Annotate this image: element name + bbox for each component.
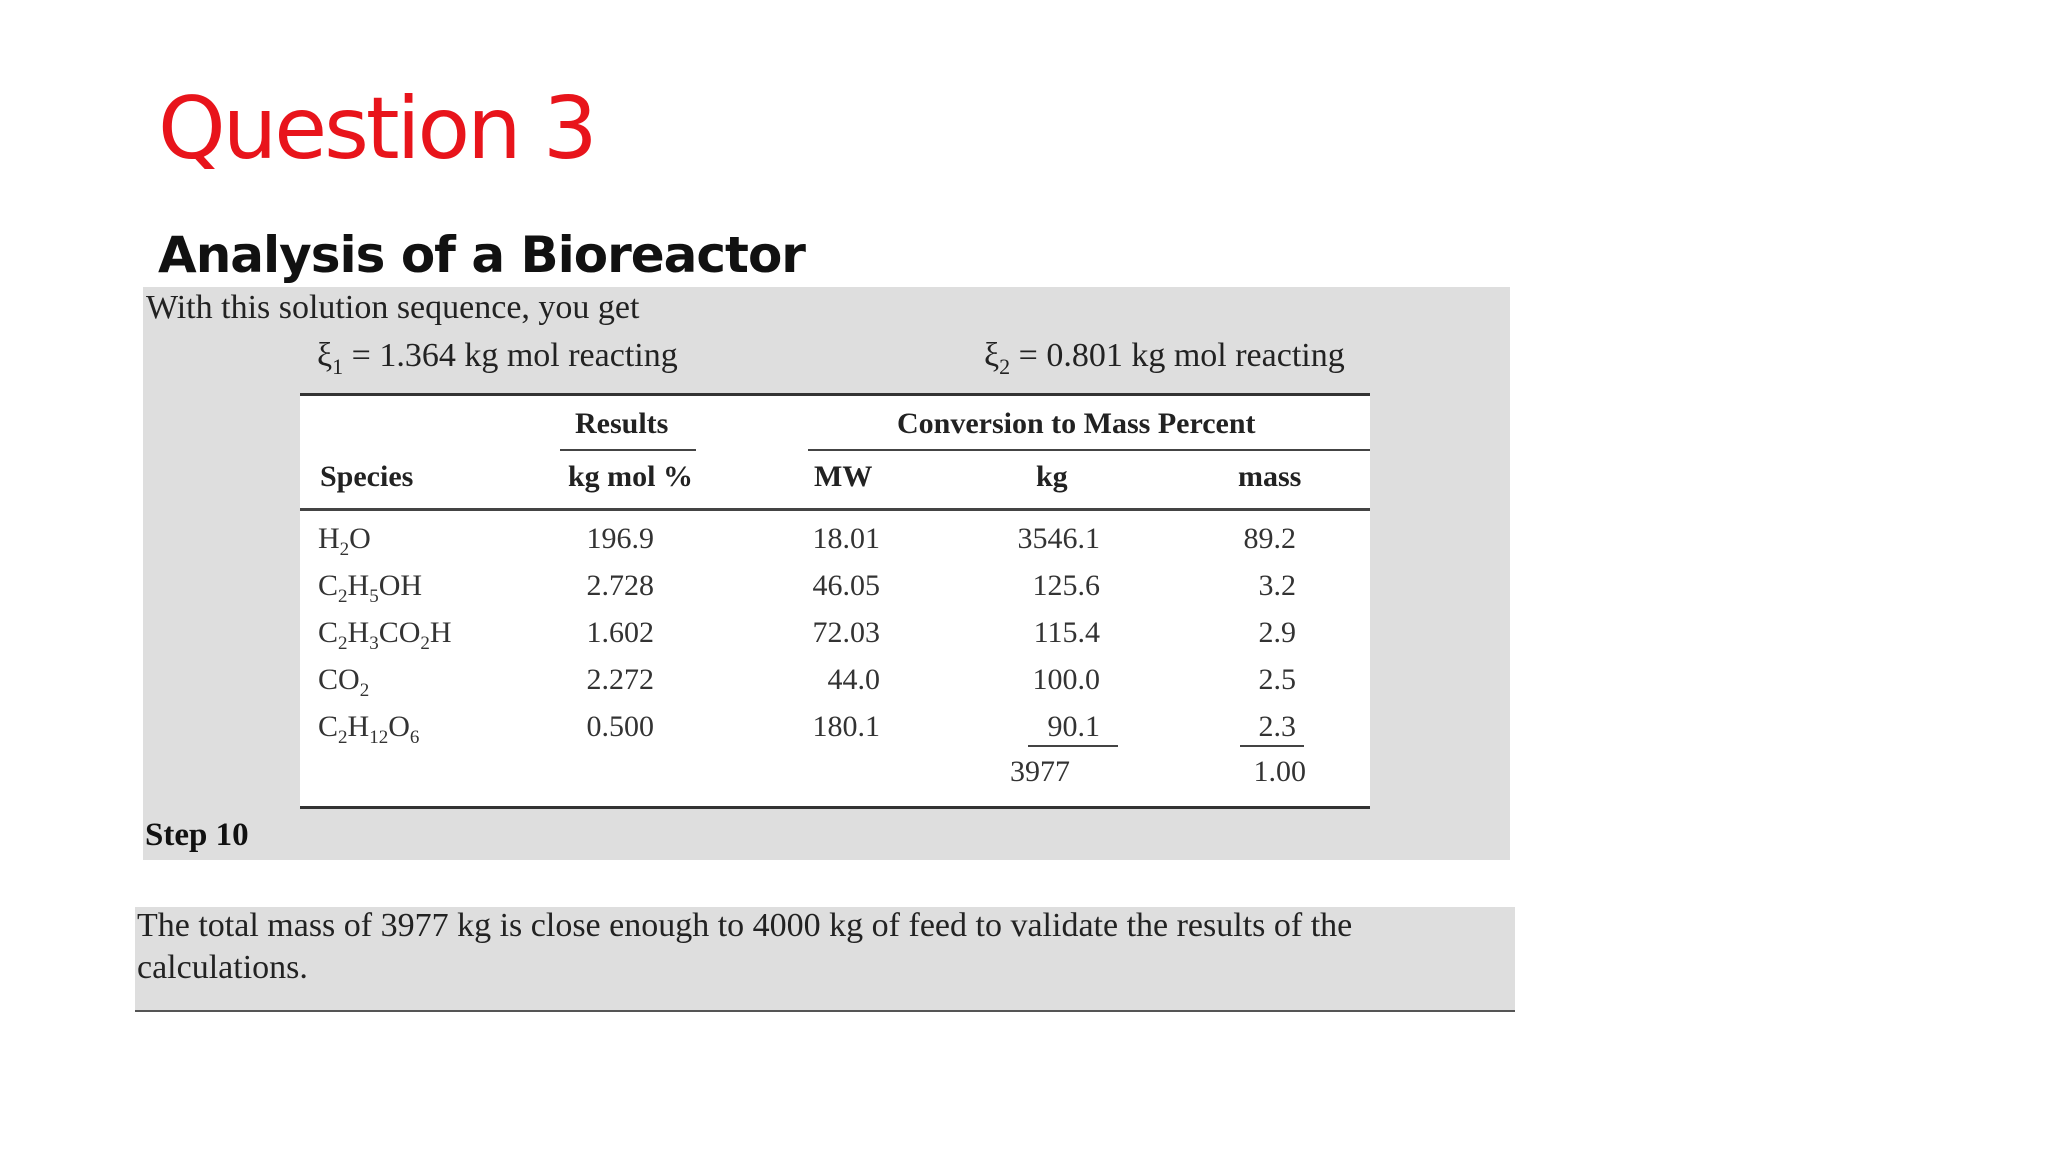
extent-value-text: = 1.364 kg mol reacting [343, 337, 678, 374]
mw-cell: 72.03 [812, 616, 880, 649]
total-kg: 3977 [1010, 755, 1070, 788]
rule-total-kg [1028, 745, 1118, 747]
kg-mol-pct-cell: 2.272 [586, 663, 654, 696]
rule-conversion [808, 449, 1370, 451]
kg-cell: 125.6 [1032, 569, 1100, 602]
mw-cell: 18.01 [812, 522, 880, 555]
species-cell: $H_2O$ [318, 522, 371, 560]
rule-results [560, 449, 696, 451]
header-rule [300, 508, 1370, 511]
kg-cell: 90.1 [1047, 710, 1100, 743]
col-header-species: Species [320, 460, 414, 493]
header-conversion: Conversion to Mass Percent [897, 407, 1256, 440]
mass-cell: 2.9 [1258, 616, 1296, 649]
col-header-kg-mol-pct: kg mol % [568, 460, 694, 493]
kg-mol-pct-cell: 196.9 [586, 522, 654, 555]
mw-cell: 44.0 [827, 663, 880, 696]
slide-title: Question 3 [158, 79, 595, 179]
kg-cell: 3546.1 [1017, 522, 1100, 555]
mw-cell: 180.1 [812, 710, 880, 743]
species-cell: $C_2H_3CO_2H$ [318, 616, 452, 654]
mass-cell: 3.2 [1258, 569, 1296, 602]
header-results: Results [575, 407, 669, 440]
step-label: Step 10 [145, 817, 249, 853]
species-cell: $CO_2$ [318, 663, 370, 701]
xi-subscript: 1 [332, 353, 344, 379]
xi-subscript: 2 [999, 353, 1011, 379]
xi-symbol: ξ [984, 337, 1000, 374]
note-text: The total mass of 3977 kg is close enough to 4000 kg of feed to validate the results of the calculations. [137, 907, 1353, 986]
extent-reaction-2 [984, 336, 1345, 387]
extent-value-text: = 0.801 kg mol reacting [1010, 337, 1345, 374]
mass-cell: 2.5 [1258, 663, 1296, 696]
rule-total-mass [1240, 745, 1304, 747]
col-header-mw: MW [814, 460, 873, 493]
kg-mol-pct-cell: 2.728 [586, 569, 654, 602]
intro-text: With this solution sequence, you get [146, 289, 640, 326]
total-mass: 1.00 [1253, 755, 1306, 788]
kg-mol-pct-cell: 0.500 [586, 710, 654, 743]
results-table [300, 393, 1370, 809]
col-header-mass: mass [1238, 460, 1302, 493]
mw-cell: 46.05 [812, 569, 880, 602]
slide-subtitle: Analysis of a Bioreactor [158, 226, 805, 284]
kg-cell: 115.4 [1033, 616, 1100, 649]
extent-reaction-1 [317, 336, 678, 387]
species-cell: $C_2H_{12}O_6$ [318, 710, 420, 748]
kg-cell: 100.0 [1032, 663, 1100, 696]
mass-cell: 89.2 [1243, 522, 1296, 555]
xi-symbol: ξ [317, 337, 333, 374]
kg-mol-pct-cell: 1.602 [586, 616, 654, 649]
col-header-kg: kg [1036, 460, 1068, 493]
mass-cell: 2.3 [1258, 710, 1296, 743]
species-cell: $C_2H_5OH$ [318, 569, 423, 607]
